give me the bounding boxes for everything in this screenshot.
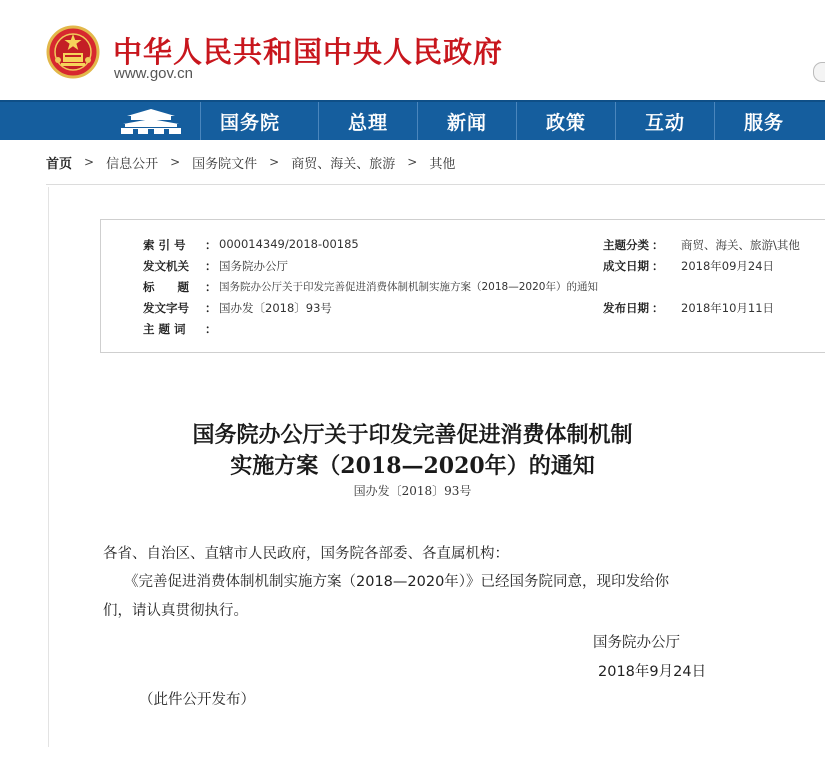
meta-colon: ： [205,322,217,336]
search-icon[interactable] [813,62,825,82]
breadcrumb-home[interactable]: 首页 [46,156,73,172]
document-salutation: 各省、自治区、直辖市人民政府，国务院各部委、各直属机构： [103,546,509,562]
meta-value-publish-date: 2018年10月11日 [681,301,775,315]
breadcrumb-separator: > [170,155,181,169]
document-date: 2018年9月24日 [598,664,707,680]
document-note: （此件公开发布） [139,692,255,708]
meta-value-written-date: 2018年09月24日 [681,259,775,273]
nav-item-services[interactable]: 服务 [714,102,813,140]
meta-value-doc-number: 国办发〔2018〕93号 [219,301,332,315]
meta-colon: ： [205,301,217,315]
document-metadata-box [100,219,825,353]
meta-label-doc-number: 发文字号 [143,301,189,315]
meta-label-written-date: 成文日期 [603,259,649,273]
meta-label-publish-date: 发布日期 [603,301,649,315]
meta-label-category: 主题分类 [603,238,649,252]
meta-colon: ： [652,301,664,315]
nav-item-news[interactable]: 新闻 [417,102,516,140]
nav-item-policy[interactable]: 政策 [516,102,615,140]
meta-colon: ： [205,280,217,294]
document-signature: 国务院办公厅 [593,635,680,651]
breadcrumb-separator: > [269,155,280,169]
site-url[interactable]: www.gov.cn [114,65,193,82]
national-emblem-icon[interactable] [46,25,100,79]
nav-item-premier[interactable]: 总理 [318,102,417,140]
breadcrumb-item-state-council-docs[interactable]: 国务院文件 [192,156,258,172]
site-title[interactable]: 中华人民共和国中央人民政府 [113,35,504,69]
breadcrumb-item-other[interactable]: 其他 [429,156,456,172]
breadcrumb-item-info-disclosure[interactable]: 信息公开 [106,156,159,172]
breadcrumb-divider [46,184,825,185]
meta-colon: ： [205,259,217,273]
meta-label-index: 索 引 号 [143,238,186,252]
tiananmen-icon [119,107,183,135]
breadcrumb-item-commerce[interactable]: 商贸、海关、旅游 [291,156,396,172]
meta-label-keywords: 主 题 词 [143,322,186,336]
breadcrumb-separator: > [407,155,418,169]
document-number: 国办发〔2018〕93号 [353,484,472,498]
meta-value-index: 000014349/2018-00185 [219,237,359,251]
document-body-line1: 《完善促进消费体制机制实施方案（2018—2020年）》已经国务院同意，现印发给你 [124,574,670,590]
meta-label-issuer: 发文机关 [143,259,189,273]
meta-value-title: 国务院办公厅关于印发完善促进消费体制机制实施方案（2018—2020年）的通知 [219,281,598,293]
meta-colon: ： [652,259,664,273]
meta-colon: ： [205,238,217,252]
main-nav [0,100,825,140]
breadcrumb [46,152,455,172]
breadcrumb-separator: > [84,155,95,169]
meta-value-issuer: 国务院办公厅 [219,259,288,273]
nav-item-state-council[interactable]: 国务院 [200,102,299,140]
document-body-line2: 们，请认真贯彻执行。 [103,603,248,619]
meta-label-title: 标 题 [143,280,189,294]
nav-item-interaction[interactable]: 互动 [615,102,714,140]
document-title-line2: 实施方案（2018—2020年）的通知 [230,453,595,479]
document-title-line1: 国务院办公厅关于印发完善促进消费体制机制 [192,422,633,448]
nav-home-button[interactable] [103,102,199,140]
meta-colon: ： [652,238,664,252]
meta-value-category: 商贸、海关、旅游\其他 [681,238,800,252]
site-header [0,0,825,98]
